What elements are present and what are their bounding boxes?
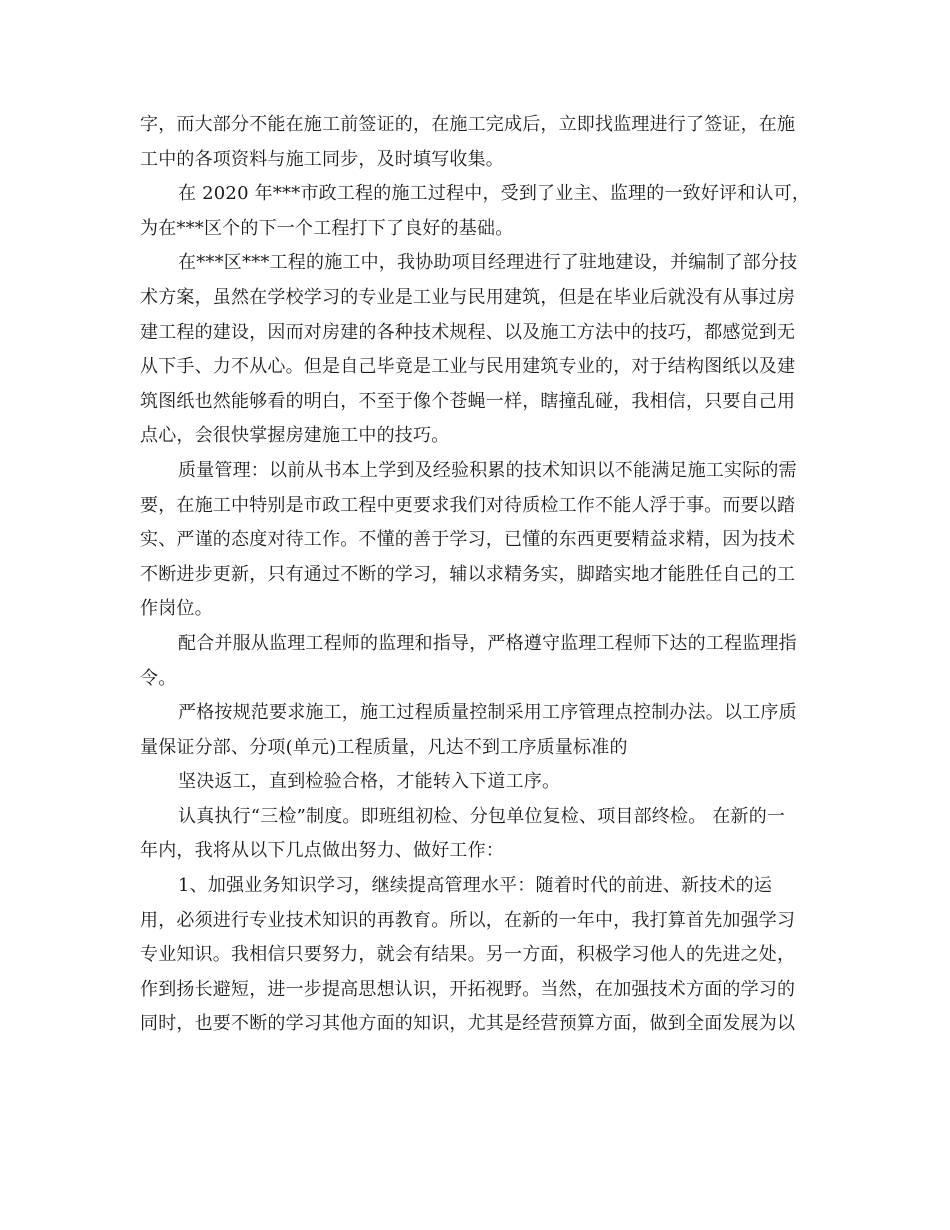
text-line: 认真执行“三检”制度。即班组初检、分包单位复检、项目部终检。 在新的一 bbox=[178, 805, 786, 827]
text-line: 不断进步更新，只有通过不断的学习，辅以求精务实，脚踏实地才能胜任自己的工 bbox=[140, 563, 796, 585]
text-line: 专业知识。我相信只要努力，就会有结果。另一方面，积极学习他人的先进之处， bbox=[140, 944, 796, 966]
text-line: 在 2020 年***市政工程的施工过程中，受到了业主、监理的一致好评和认可， bbox=[178, 183, 811, 205]
text-line: 令。 bbox=[140, 667, 177, 689]
text-line: 筑图纸也然能够看的明白，不至于像个苍蝇一样，瞎撞乱碰，我相信，只要自己用 bbox=[140, 390, 796, 412]
text-line: 同时，也要不断的学习其他方面的知识，尤其是经营预算方面，做到全面发展为以 bbox=[140, 1013, 796, 1035]
text-line: 质量管理：以前从书本上学到及经验积累的技术知识以不能满足施工实际的需 bbox=[178, 459, 797, 481]
text-line: 建工程的建设，因而对房建的各种技术规程、以及施工方法中的技巧，都感觉到无 bbox=[140, 321, 796, 343]
text-line: 为在***区个的下一个工程打下了良好的基础。 bbox=[140, 217, 514, 239]
text-line: 工中的各项资料与施工同步，及时填写收集。 bbox=[140, 148, 504, 170]
document-body bbox=[140, 108, 820, 1042]
text-line: 从下手、力不从心。但是自己毕竟是工业与民用建筑专业的，对于结构图纸以及建 bbox=[140, 356, 796, 378]
text-line: 1、加强业务知识学习，继续提高管理水平：随着时代的前进、新技术的运 bbox=[178, 875, 773, 897]
text-line: 作岗位。 bbox=[140, 598, 213, 620]
text-line: 作到扬长避短，进一步提高思想认识，开拓视野。当然，在加强技术方面的学习的 bbox=[140, 978, 796, 1000]
text-line: 量保证分部、分项(单元)工程质量，凡达不到工序质量标准的 bbox=[140, 736, 628, 758]
text-line: 点心，会很快掌握房建施工中的技巧。 bbox=[140, 425, 450, 447]
text-line: 字，而大部分不能在施工前签证的，在施工完成后，立即找监理进行了签证，在施 bbox=[140, 114, 796, 135]
text-line: 用，必须进行专业技术知识的再教育。所以，在新的一年中，我打算首先加强学习 bbox=[140, 909, 796, 931]
text-line: 实、严谨的态度对待工作。不懂的善于学习，已懂的东西更要精益求精，因为技术 bbox=[140, 529, 796, 551]
text-line: 术方案，虽然在学校学习的专业是工业与民用建筑，但是在毕业后就没有从事过房 bbox=[140, 286, 796, 308]
text-line: 坚决返工，直到检验合格，才能转入下道工序。 bbox=[178, 771, 561, 793]
text-line: 要，在施工中特别是市政工程中更要求我们对待质检工作不能人浮于事。而要以踏 bbox=[140, 494, 796, 516]
text-line: 严格按规范要求施工，施工过程质量控制采用工序管理点控制办法。以工序质 bbox=[178, 702, 797, 724]
text-line: 在***区***工程的施工中，我协助项目经理进行了驻地建设，并编制了部分技 bbox=[178, 252, 798, 274]
text-line: 配合并服从监理工程师的监理和指导，严格遵守监理工程师下达的工程监理指 bbox=[178, 632, 797, 654]
text-line: 年内，我将从以下几点做出努力、做好工作： bbox=[140, 840, 504, 862]
